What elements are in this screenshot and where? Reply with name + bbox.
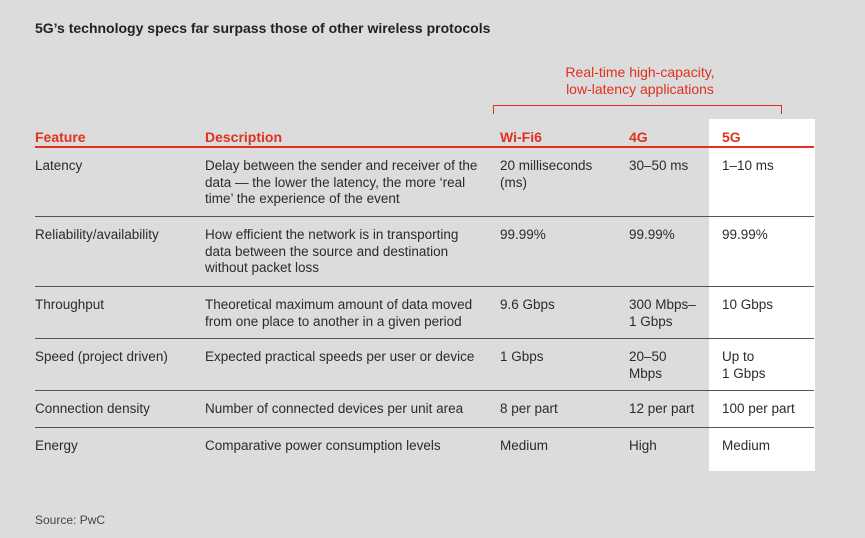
wifi6-cell-line: 8 per part (500, 401, 558, 416)
4g-cell (629, 297, 711, 330)
4g-cell (629, 438, 711, 455)
4g-cell (629, 227, 711, 244)
source-note: Source: PwC (35, 513, 106, 527)
4g-cell (629, 349, 711, 382)
5g-cell (722, 401, 812, 418)
wifi6-cell-line: 20 milliseconds (500, 158, 593, 173)
feature-cell: Latency (35, 158, 83, 173)
feature-cell: Connection density (35, 401, 150, 416)
wifi6-cell (500, 349, 615, 366)
feature-cell: Throughput (35, 297, 105, 312)
4g-cell-line: Mbps (629, 365, 663, 381)
table-body (35, 148, 814, 468)
wifi6-cell (500, 438, 615, 455)
table-row (35, 428, 814, 468)
spec-table (35, 119, 814, 468)
feature-cell: Reliability/availability (35, 227, 159, 242)
5g-cell (722, 158, 812, 175)
header-5g: 5G (722, 129, 741, 145)
table-row (35, 148, 814, 217)
wifi6-cell (500, 227, 615, 244)
5g-cell (722, 349, 812, 382)
callout-bracket (493, 105, 782, 114)
description-cell-line: data between the source and destination (205, 243, 449, 259)
description-cell-line: Delay between the sender and receiver of the (205, 158, 478, 173)
table-row (35, 287, 814, 339)
description-cell-line: How efficient the network is in transporting (205, 227, 459, 242)
description-cell (205, 158, 490, 208)
4g-cell-line: 12 per part (629, 401, 695, 416)
header-4g: 4G (629, 129, 648, 145)
feature-cell: Speed (project driven) (35, 349, 168, 364)
description-cell-line: Expected practical speeds per user or device (205, 349, 475, 364)
description-cell-line: Theoretical maximum amount of data moved (205, 297, 473, 312)
table-row (35, 391, 814, 428)
page-title: 5G’s technology specs far surpass those of other wireless protocols (35, 20, 491, 36)
4g-cell-line: 1 Gbps (629, 313, 673, 329)
wifi6-cell-line: 1 Gbps (500, 349, 544, 364)
description-cell (205, 438, 490, 455)
wifi6-cell (500, 158, 615, 191)
wifi6-cell-line: 9.6 Gbps (500, 297, 555, 312)
wifi6-cell (500, 401, 615, 418)
description-cell (205, 227, 490, 277)
4g-cell (629, 401, 711, 418)
callout-label (540, 64, 740, 98)
table-row (35, 339, 814, 391)
description-cell-line: Comparative power consumption levels (205, 438, 441, 453)
4g-cell (629, 158, 711, 175)
5g-cell (722, 227, 812, 244)
5g-cell-line: 10 Gbps (722, 297, 774, 312)
description-cell (205, 349, 490, 366)
table-header (35, 119, 814, 148)
description-cell-line: Number of connected devices per unit area (205, 401, 464, 416)
table-row (35, 217, 814, 287)
description-cell-line: from one place to another in a given period (205, 313, 462, 329)
description-cell-line: data — the lower the latency, the more ‘real (205, 174, 466, 190)
description-cell-line: without packet loss (205, 260, 320, 275)
header-wifi6: Wi-Fi6 (500, 129, 542, 145)
4g-cell-line: 99.99% (629, 227, 675, 242)
5g-cell-line: Medium (722, 438, 771, 453)
wifi6-cell-line: 99.99% (500, 227, 546, 242)
5g-cell-line: 1–10 ms (722, 158, 774, 173)
feature-cell: Energy (35, 438, 78, 453)
wifi6-cell-line: Medium (500, 438, 549, 453)
wifi6-cell (500, 297, 615, 314)
4g-cell-line: 30–50 ms (629, 158, 689, 173)
4g-cell-line: 300 Mbps– (629, 297, 696, 312)
5g-cell-line: 1 Gbps (722, 365, 766, 381)
description-cell-line: time’ the experience of the event (205, 191, 400, 206)
5g-cell-line: 99.99% (722, 227, 768, 242)
callout-line-1: Real-time high-capacity, (565, 64, 715, 80)
5g-cell (722, 438, 812, 455)
5g-cell (722, 297, 812, 314)
description-cell (205, 401, 490, 418)
5g-cell-line: 100 per part (722, 401, 795, 416)
callout-line-2: low-latency applications (566, 81, 714, 97)
description-cell (205, 297, 490, 330)
5g-cell-line: Up to (722, 349, 755, 364)
header-feature: Feature (35, 129, 86, 145)
wifi6-cell-line: (ms) (500, 174, 527, 190)
header-description: Description (205, 129, 283, 145)
4g-cell-line: 20–50 (629, 349, 667, 364)
4g-cell-line: High (629, 438, 657, 453)
